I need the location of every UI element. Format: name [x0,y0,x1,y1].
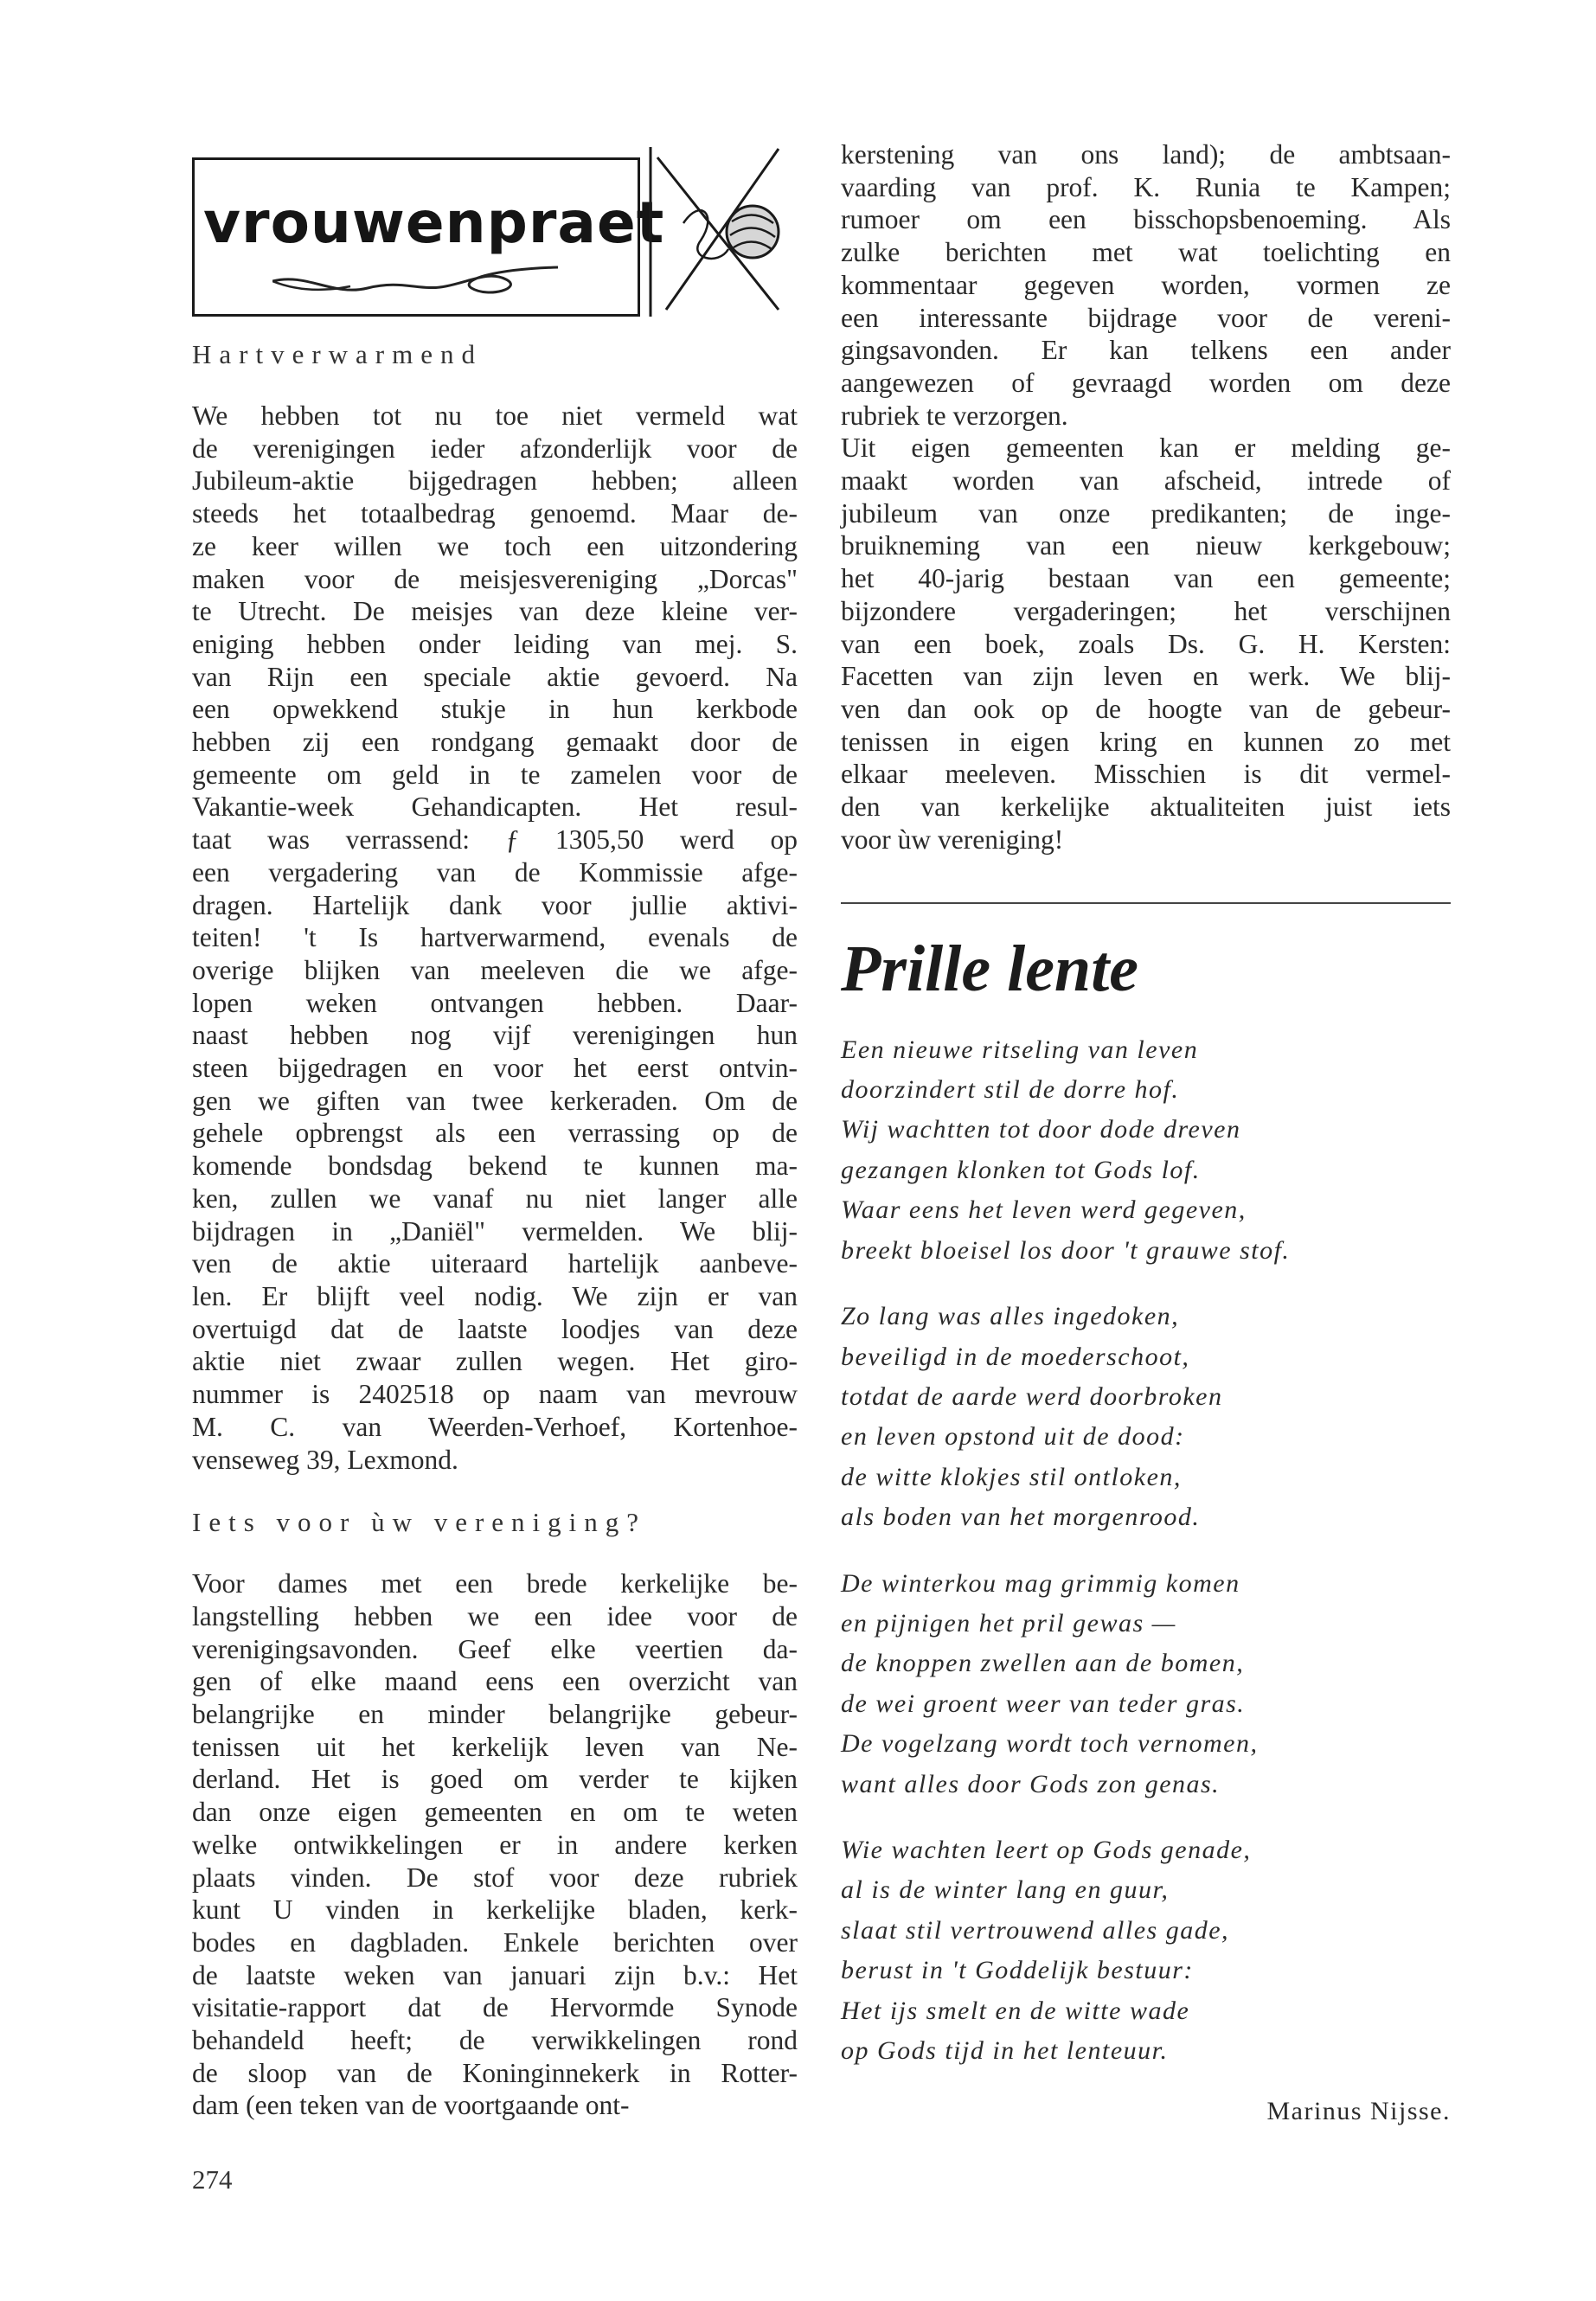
text-line: Facetten van zijn leven en werk. We blij- [841,661,1451,692]
text-line: elkaar meeleven. Misschien is dit vermel- [841,759,1451,790]
poem-line: breekt bloeisel los door 't grauwe stof. [841,1235,1291,1265]
text-line: gemeente om geld in te zamelen voor de [192,759,798,790]
text-line: kommentaar gegeven worden, vormen ze [841,269,1451,300]
column-title: vrouwenpraet [203,189,665,256]
text-line: een opwekkend stukje in hun kerkbode [192,694,798,725]
masthead-frame [192,157,665,317]
knitting-needles-icon [649,145,794,318]
text-line: Vakantie-week Gehandicapten. Het resul- [192,792,798,823]
poem-stanza [841,1564,1451,1804]
text-line: van Rijn een speciale aktie gevoerd. Na [192,661,798,692]
text-line: maakt worden van afscheid, intrede of [841,465,1451,497]
text-line: komende bondsdag bekend te kunnen ma- [192,1150,798,1182]
text-line: een interessante bijdrage voor de vereni- [841,302,1451,333]
text-line: bodes en dagbladen. Enkele berichten over [192,1926,798,1958]
poem-line: de knoppen zwellen aan de bomen, [841,1649,1245,1678]
text-line: naast hebben nog vijf verenigingen hun [192,1020,798,1051]
text-line: tenissen uit het kerkelijk leven van Ne- [192,1731,798,1762]
text-line: belangrijke en minder belangrijke gebeur- [192,1699,798,1730]
text-line: venseweg 39, Lexmond. [192,1444,458,1475]
poem-line: als boden van het morgenrood. [841,1503,1201,1532]
poem-line: want alles door Gods zon genas. [841,1769,1221,1798]
poem-line: Het ijs smelt en de witte wade [841,1996,1190,2025]
text-line: dan onze eigen gemeenten en om te weten [192,1797,798,1828]
text-line: welke ontwikkelingen er in andere kerken [192,1829,798,1860]
poem-line: Wie wachten leert op Gods genade, [841,1835,1252,1864]
text-line: rumoer om een bisschopsbenoeming. Als [841,204,1451,235]
text-line: teiten! 't Is hartverwarmend, evenals de [192,922,798,953]
page-number: 274 [192,2164,233,2195]
text-line: bijzondere vergaderingen; het verschijnen [841,595,1451,626]
text-line: gingsavonden. Er kan telkens een ander [841,335,1451,366]
text-line: een vergadering van de Kommissie afge- [192,856,798,888]
poem-line: doorzindert stil de dorre hof. [841,1075,1180,1105]
text-line: tenissen in eigen kring en kunnen zo met [841,726,1451,757]
text-line: ven de aktie uiteraard hartelijk aanbeve- [192,1248,798,1279]
article-hartverwarmend-body [192,400,798,1476]
text-line: dragen. Hartelijk dank voor jullie aktivi- [192,889,798,920]
text-line: te Utrecht. De meisjes van deze kleine ver- [192,596,798,627]
text-line: M. C. van Weerden-Verhoef, Kortenhoe- [192,1411,798,1442]
text-line: vaarding van prof. K. Runia te Kampen; [841,171,1451,202]
text-line: aktie niet zwaar zullen wegen. Het giro- [192,1346,798,1377]
divider [841,902,1451,904]
text-line: zulke berichten met wat toelichting en [841,237,1451,268]
poem-line: slaat stil vertrouwend alles gade, [841,1915,1230,1945]
text-line: voor ùw vereniging! [841,824,1064,855]
poem-body [841,1030,1451,2072]
text-line: bijdragen in „Daniël" vermelden. We blij- [192,1215,798,1247]
poem-stanza [841,1830,1451,2071]
text-line: rubriek te verzorgen. [841,400,1068,431]
article-vereniging-continued [841,138,1451,856]
text-line: aangewezen of gevraagd worden om deze [841,367,1451,398]
text-line: steeds het totaalbedrag genoemd. Maar de- [192,498,798,529]
text-line: de verenigingen ieder afzonderlijk voor de [192,433,798,464]
poem-line: al is de winter lang en guur, [841,1875,1170,1905]
text-line: dam (een teken van de voortgaande ont- [192,2090,630,2121]
text-line: ken, zullen we vanaf nu niet langer alle [192,1183,798,1214]
poem-line: en pijnigen het pril gewas — [841,1608,1176,1638]
text-line: ven dan ook op de hoogte van de gebeur- [841,693,1451,724]
text-line: visitatie-rapport dat de Hervormde Synode [192,1992,798,2023]
text-line: behandeld heeft; de verwikkelingen rond [192,2025,798,2056]
text-line: overige blijken van meeleven die we afge- [192,954,798,985]
text-line: de laatste weken van januari zijn b.v.: Het [192,1959,798,1990]
poem-line: totdat de aarde werd doorbroken [841,1381,1223,1411]
poem-line: berust in 't Goddelijk bestuur: [841,1956,1194,1985]
text-line: kerstening van ons land); de ambtsaan- [841,139,1451,170]
section-heading-iets-voor-uw-vereniging: Iets voor ùw vereniging? [192,1507,647,1538]
poem-line: gezangen klonken tot Gods lof. [841,1155,1201,1184]
text-line: het 40-jarig bestaan van een gemeente; [841,563,1451,594]
text-line: gen we giften van twee kerkeraden. Om de [192,1085,798,1116]
poem-line: Waar eens het leven werd gegeven, [841,1195,1247,1225]
poem-line: op Gods tijd in het lenteuur. [841,2036,1169,2065]
text-line: van een boek, zoals Ds. G. H. Kersten: [841,628,1451,659]
poem-line: beveiligd in de moederschoot, [841,1342,1190,1371]
text-line: overtuigd dat de laatste loodjes van deze [192,1313,798,1344]
text-line: taat was verrassend: ƒ 1305,50 werd op [192,824,798,856]
text-line: nummer is 2402518 op naam van mevrouw [192,1379,798,1410]
poem-line: Wij wachtten tot door dode dreven [841,1115,1241,1144]
text-line: de sloop van de Koninginnekerk in Rotter- [192,2057,798,2088]
text-line: Voor dames met een brede kerkelijke be- [192,1568,798,1599]
poem-line: Zo lang was alles ingedoken, [841,1302,1180,1331]
text-line: Uit eigen gemeenten kan er melding ge- [841,433,1451,464]
text-line: steen bijgedragen en voor het eerst ontvin- [192,1053,798,1084]
text-line: plaats vinden. De stof voor deze rubriek [192,1862,798,1893]
poem-title: Prille lente [841,933,1139,1006]
article-vereniging-body [192,1567,798,2122]
poem-stanza [841,1297,1451,1537]
poem-author: Marinus Nijsse. [1266,2097,1451,2126]
text-line: ze keer willen we toch een uitzondering [192,530,798,561]
poem-line: de witte klokjes stil ontloken, [841,1462,1182,1491]
text-line: langstelling hebben we een idee voor de [192,1600,798,1631]
text-line: gen of elke maand eens een overzicht van [192,1666,798,1697]
text-line: hebben zij een rondgang gemaakt door de [192,727,798,758]
poem-line: en leven opstond uit de dood: [841,1422,1185,1452]
text-line: Jubileum-aktie bijgedragen hebben; alleen [192,465,798,497]
text-line: verenigingsavonden. Geef elke veertien da- [192,1633,798,1664]
text-line: den van kerkelijke aktualiteiten juist iets [841,792,1451,823]
section-heading-hartverwarmend: Hartverwarmend [192,339,484,369]
text-line: gehele opbrengst als een verrassing op de [192,1118,798,1149]
poem-line: De vogelzang wordt toch vernomen, [841,1729,1259,1759]
poem-stanza [841,1030,1451,1271]
text-line: len. Er blijft veel nodig. We zijn er van [192,1280,798,1311]
text-line: kunt U vinden in kerkelijke bladen, kerk- [192,1894,798,1926]
yarn-thread-icon [272,253,558,305]
left-column [192,145,798,2122]
text-line: We hebben tot nu toe niet vermeld wat [192,401,798,431]
poem-line: De winterkou mag grimmig komen [841,1568,1240,1598]
poem-line: de wei groent weer van teder gras. [841,1689,1246,1718]
text-line: derland. Het is goed om verder te kijken [192,1764,798,1795]
text-line: jubileum van onze predikanten; de inge- [841,497,1451,529]
right-column [841,138,1451,2126]
text-line: bruikneming van een nieuw kerkgebouw; [841,530,1451,561]
text-line: lopen weken ontvangen hebben. Daar- [192,987,798,1018]
column-masthead [192,145,798,318]
poem-line: Een nieuwe ritseling van leven [841,1035,1199,1064]
text-line: eniging hebben onder leiding van mej. S. [192,628,798,659]
text-line: maken voor de meisjesvereniging „Dorcas" [192,563,798,594]
